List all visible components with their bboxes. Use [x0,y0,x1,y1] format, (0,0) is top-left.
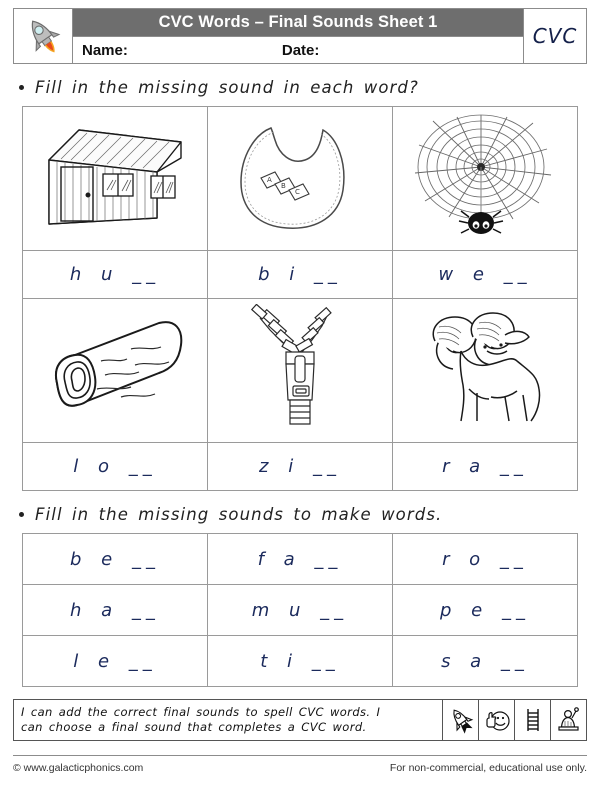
statement-icon-ladder[interactable] [515,700,551,740]
spider-icon [459,211,503,234]
credits-right: For non-commercial, educational use only. [389,762,587,774]
word-text: h a __ [70,599,160,621]
name-label: Name: [82,41,128,59]
word-cell[interactable] [208,251,393,299]
statement-icon-rocket[interactable] [443,700,479,740]
statement-line-1: I can add the correct final sounds to spell CVC words. I [21,705,381,719]
statement-line-2: can choose a final sound that completes a CVC word. [21,720,367,734]
picture-row-1 [23,107,578,251]
picture-word-table [22,106,578,491]
word-text: s a __ [441,650,529,672]
cvc-badge-cell [523,9,586,63]
word-text: z i __ [259,456,341,477]
word-cell[interactable] [208,636,393,687]
bullet-icon [19,85,24,90]
instruction-1-text: Fill in the missing sound in each word? [35,78,419,97]
table-row [23,585,578,636]
word-cell[interactable] [208,585,393,636]
bib-picture [225,112,375,240]
bullet-icon [19,512,24,517]
picture-cell-hut [23,107,208,251]
hut-picture [31,112,199,240]
word-cell[interactable] [23,251,208,299]
word-grid-table [22,533,578,687]
word-cell[interactable] [208,534,393,585]
word-text: m u __ [251,599,349,621]
instruction-1 [19,78,587,97]
word-text: r a __ [442,456,528,477]
word-cell[interactable] [393,636,578,687]
picture-cell-zip [208,299,393,443]
word-text: w e __ [438,264,532,285]
web-picture [407,111,563,241]
logo-cell [14,9,73,63]
credits-row [13,762,587,774]
worksheet-header [13,8,587,64]
svg-text:C: C [295,188,300,196]
word-row-1 [23,251,578,299]
instruction-2-text: Fill in the missing sounds to make words. [35,505,443,524]
word-cell[interactable] [23,636,208,687]
svg-text:A: A [267,176,272,184]
ladder-icon [522,706,544,734]
rocket-icon [448,706,474,734]
person-raising-hand-icon [556,706,582,734]
word-cell[interactable] [208,443,393,491]
picture-cell-ram [393,299,578,443]
log-picture [31,305,199,431]
table-row [23,534,578,585]
word-cell[interactable] [393,251,578,299]
date-label: Date: [281,41,320,59]
credits-left: © www.galacticphonics.com [13,762,144,774]
word-text: b e __ [70,548,160,570]
name-date-bar [73,37,523,63]
word-text: t i __ [260,650,340,672]
svg-text:B: B [281,182,286,190]
i-can-statement-box [13,699,587,741]
zip-picture [240,304,360,432]
word-cell[interactable] [23,443,208,491]
rocket-icon [23,15,63,57]
word-cell[interactable] [23,585,208,636]
ram-picture [405,305,565,431]
word-row-2 [23,443,578,491]
statement-lines [21,705,380,735]
word-text: l e __ [73,650,157,672]
word-cell[interactable] [23,534,208,585]
word-cell[interactable] [393,443,578,491]
picture-cell-log [23,299,208,443]
word-cell[interactable] [393,585,578,636]
instruction-2 [19,505,587,524]
header-middle [73,9,523,63]
table-row [23,636,578,687]
word-text: b i __ [258,264,342,285]
picture-cell-bib [208,107,393,251]
status-badge: CVC [532,24,578,48]
word-text: r o __ [442,548,528,570]
statement-icon-person-raising-hand[interactable] [551,700,586,740]
statement-text [14,700,443,740]
credits-divider [13,755,587,756]
word-text: h u __ [69,264,161,285]
word-text: f a __ [257,548,343,570]
title-bar [73,9,523,37]
statement-icon-thumbs-up-face[interactable] [479,700,515,740]
picture-cell-web [393,107,578,251]
word-text: p e __ [440,599,530,621]
word-text: l o __ [73,456,157,477]
picture-row-2 [23,299,578,443]
thumbs-up-face-icon [483,706,511,734]
word-cell[interactable] [393,534,578,585]
page-title: CVC Words – Final Sounds Sheet 1 [158,13,438,31]
